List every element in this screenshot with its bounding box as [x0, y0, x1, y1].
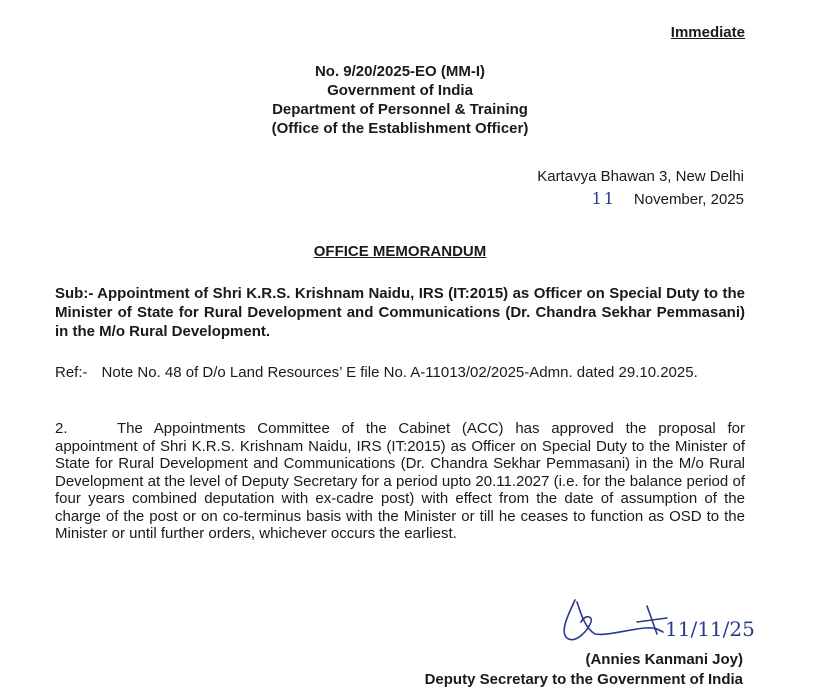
memo-title: OFFICE MEMORANDUM — [313, 243, 487, 260]
date-line — [537, 188, 744, 211]
place: Kartavya Bhawan 3, New Delhi — [537, 168, 744, 185]
handwritten-signature — [555, 592, 785, 648]
letterhead — [0, 62, 800, 138]
signatory-designation: Deputy Secretary to the Government of India — [424, 671, 743, 688]
file-number: No. 9/20/2025-EO (MM-I) — [314, 63, 486, 80]
reference-label: Ref:- — [55, 364, 88, 381]
reference — [55, 364, 745, 381]
signature-date: 11/11/25 — [665, 617, 755, 641]
signatory-name: (Annies Kanmani Joy) — [585, 651, 743, 668]
paragraph-text: The Appointments Committee of the Cabinet (ACC) has approved the proposal for appointment of Shri K.R.S. Krishnam Naidu, IRS (IT:2015) as Officer on Special Duty to the Minister of State for Rural Development and Communications (Dr. Chandra Sekhar Pemmasani) in the M/o Rural Development at the level of Deputy Secretary for a period upto 20.11.2027 (i.e. for the balance period of four years combined deputation with ex-cadre post) with effect from the date of assumption of the charge of the post or on co-terminus basis with the Minister or till he ceases to function as OSD to the Minister or until further orders, whichever occurs the earliest. — [55, 420, 745, 542]
date-month-year: November, 2025 — [633, 191, 744, 208]
handwritten-day: 11 — [591, 189, 616, 208]
place-and-date — [537, 166, 744, 211]
subject-line: Sub:- Appointment of Shri K.R.S. Krishnam Naidu, IRS (IT:2015) as Officer on Special Duty to the Minister of State for Rural Development and Communications (Dr. Chandra Sekhar Pemmasani) in the M/o Rural Development. — [55, 285, 745, 340]
government-name: Government of India — [327, 82, 473, 99]
office-name: (Office of the Establishment Officer) — [271, 120, 529, 137]
paragraph-2 — [55, 420, 745, 543]
signature-image — [555, 592, 785, 648]
department-name: Department of Personnel & Training — [272, 101, 528, 118]
reference-text: Note No. 48 of D/o Land Resources’ E file No. A-11013/02/2025-Admn. dated 29.10.2025. — [101, 364, 698, 381]
immediate-label: Immediate — [670, 24, 745, 41]
paragraph-number: 2. — [55, 420, 68, 437]
